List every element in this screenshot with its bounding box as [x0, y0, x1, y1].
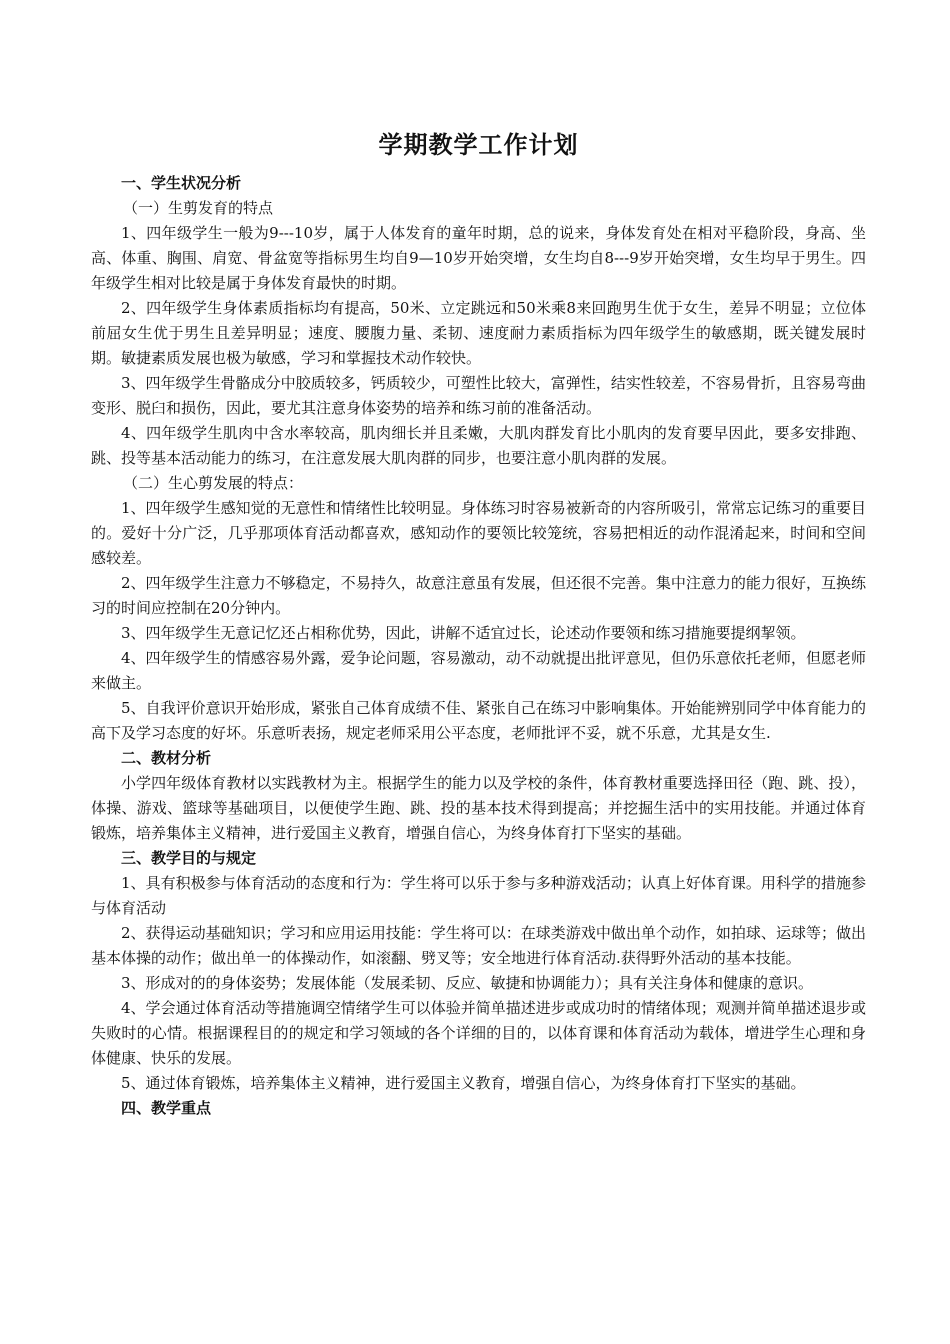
subsection-heading: （一）生剪发育的特点 [123, 199, 274, 217]
paragraph: 2、四年级学生身体素质指标均有提高，50米、立定跳远和50米乘8来回跑男生优于女生，差异不明显；立位体前屈女生优于男生且差异明显；速度、腰腹力量、柔韧、速度耐力素质指标为四年级学生的敏感期，既关键发展时期。敏捷素质发展也极为敏感，学习和掌握技术动作较快。 [91, 299, 866, 367]
section-heading: 一、学生状况分析 [121, 174, 242, 192]
document-page [91, 128, 866, 1121]
paragraph: 1、四年级学生感知觉的无意性和情绪性比较明显。身体练习时容易被新奇的内容所吸引，常常忘记练习的重要目的。爱好十分广泛，几乎那项体育活动都喜欢，感知动作的要领比较笼统，容易把相近的动作混淆起来，时间和空间感较差。 [91, 499, 866, 567]
paragraph: 2、四年级学生注意力不够稳定，不易持久，故意注意虽有发展，但还很不完善。集中注意力的能力很好，互换练习的时间应控制在20分钟内。 [91, 574, 866, 617]
paragraph: 1、具有积极参与体育活动的态度和行为：学生将可以乐于参与多种游戏活动；认真上好体育课。用科学的措施参与体育活动 [91, 874, 866, 917]
paragraph: 4、学会通过体育活动等措施调空情绪学生可以体验并简单描述进步或成功时的情绪体现；观测并简单描述退步或失败时的心情。根据课程目的的规定和学习领域的各个详细的目的，以体育课和体育活动为载体，增进学生心理和身体健康、快乐的发展。 [91, 999, 866, 1067]
section-heading: 四、教学重点 [121, 1099, 212, 1117]
paragraph: 3、四年级学生骨骼成分中胶质较多，钙质较少，可塑性比较大，富弹性，结实性较差，不容易骨折，且容易弯曲变形、脱臼和损伤，因此，要尤其注意身体姿势的培养和练习前的准备活动。 [91, 374, 866, 417]
paragraph: 2、获得运动基础知识；学习和应用运用技能：学生将可以：在球类游戏中做出单个动作，如拍球、运球等；做出基本体操的动作；做出单一的体操动作，如滚翻、劈叉等；安全地进行体育活动.获得野外活动的基本技能。 [91, 924, 866, 967]
paragraph: 4、四年级学生的情感容易外露，爱争论问题，容易激动，动不动就提出批评意见，但仍乐意依托老师，但愿老师来做主。 [91, 649, 866, 692]
paragraph: 5、自我评价意识开始形成，紧张自己体育成绩不佳、紧张自己在练习中影响集体。开始能辨别同学中体育能力的高下及学习态度的好坏。乐意听表扬，规定老师采用公平态度，老师批评不妥，就不乐意，尤其是女生. [91, 699, 866, 742]
paragraph: 4、四年级学生肌肉中含水率较高，肌肉细长并且柔嫩，大肌肉群发育比小肌肉的发育要早因此，要多安排跑、跳、投等基本活动能力的练习，在注意发展大肌肉群的同步，也要注意小肌肉群的发展。 [91, 424, 866, 467]
paragraph: 1、四年级学生一般为9---10岁，属于人体发育的童年时期，总的说来，身体发育处在相对平稳阶段，身高、坐高、体重、胸围、肩宽、骨盆宽等指标男生均自9—10岁开始突增，女生均自8---9岁开始突增，女生均早于男生。四年级学生相对比较是属于身体发育最快的时期。 [91, 224, 866, 292]
section-heading: 二、教材分析 [121, 749, 212, 767]
document-title: 学期教学工作计划 [378, 130, 579, 159]
paragraph: 3、形成对的的身体姿势；发展体能（发展柔韧、反应、敏捷和协调能力）；具有关注身体和健康的意识。 [121, 974, 814, 992]
paragraph: 5、通过体育锻炼，培养集体主义精神，进行爱国主义教育，增强自信心，为终身体育打下坚实的基础。 [121, 1074, 806, 1092]
paragraph: 3、四年级学生无意记忆还占相称优势，因此，讲解不适宜过长，论述动作要领和练习措施要提纲挈领。 [121, 624, 806, 642]
paragraph: 小学四年级体育教材以实践教材为主。根据学生的能力以及学校的条件，体育教材重要选择田径（跑、跳、投），体操、游戏、篮球等基础项目，以便使学生跑、跳、投的基本技术得到提高；并挖掘生活中的实用技能。并通过体育锻炼，培养集体主义精神，进行爱国主义教育，增强自信心，为终身体育打下坚实的基础。 [91, 774, 866, 842]
subsection-heading: （二）生心剪发展的特点： [123, 474, 304, 492]
section-heading: 三、教学目的与规定 [121, 849, 257, 867]
